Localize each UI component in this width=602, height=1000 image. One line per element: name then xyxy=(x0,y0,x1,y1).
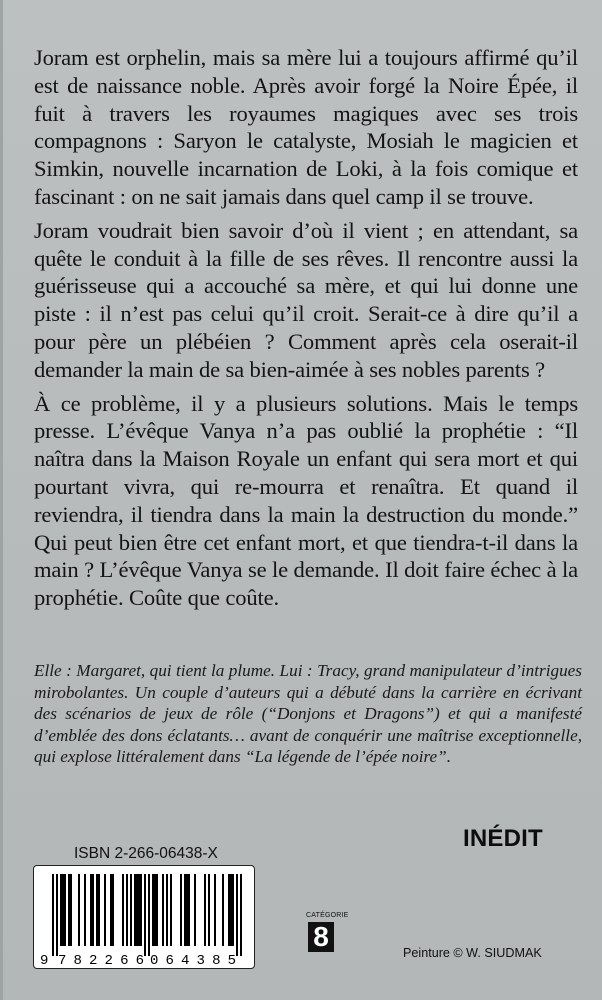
cover-credit: Peinture © W. SIUDMAK xyxy=(403,946,542,960)
barcode-bar xyxy=(110,874,112,946)
barcode-bar xyxy=(154,874,156,946)
barcode-bar xyxy=(222,874,224,946)
barcode-bar xyxy=(208,874,210,946)
barcode-bar xyxy=(170,874,172,946)
barcode-bar xyxy=(56,874,58,956)
barcode-digit-first: 9 xyxy=(40,953,49,969)
barcode-bar xyxy=(112,874,114,946)
barcode-bar xyxy=(188,874,190,946)
barcode-bar xyxy=(228,874,230,946)
barcode-bar xyxy=(126,874,128,946)
blurb-paragraph-3: À ce problème, il y a plusieurs solutions. Mais le temps presse. L’évêque Vanya n’a pas oublié la prophétie : “Il naîtra dans la Maison Royale un enfant qui sera mort et qui pourtant vivra, qui re-mourra et renaîtra. Et quand il reviendra, il tiendra dans la main la destruction du monde.” Qui peut bien être cet enfant mort, et que tiendra-t-il dans la main ? L’évêque Vanya se le demande. Il doit faire échec à la prophétie. Coûte que coûte. xyxy=(34,390,578,611)
barcode-bar xyxy=(140,874,142,946)
barcode-bar xyxy=(232,874,234,946)
barcode-bar xyxy=(184,874,186,946)
barcode-label xyxy=(33,865,255,969)
category-number: 8 xyxy=(308,922,334,952)
author-bio-text: Elle : Margaret, qui tient la plume. Lui : Tracy, grand manipulateur d’intrigues mirobolantes. Un couple d’auteurs qui a débuté dans la carrière en écrivant des scénarios de jeux de rôle (“Donjons et Dragons”) et qui a manifesté d’emblée des dons éclatants… avant de conquérir une maîtrise exceptionnelle, qui explose littéralement dans “La légende de l’épée noire”. xyxy=(34,661,582,767)
barcode-bar xyxy=(186,874,188,946)
barcode-bar xyxy=(152,874,154,946)
barcode-bar xyxy=(70,874,72,946)
barcode-bar xyxy=(230,874,232,946)
blurb-text xyxy=(34,44,578,618)
barcode-bar xyxy=(64,874,66,946)
barcode-bar xyxy=(92,874,94,946)
barcode-bar xyxy=(194,874,196,946)
barcode-bar xyxy=(60,874,62,946)
barcode-bar xyxy=(144,874,146,956)
barcode-bar xyxy=(236,874,238,956)
category-label: CATÉGORIE xyxy=(306,912,349,919)
blurb-paragraph-1: Joram est orphelin, mais sa mère lui a toujours affirmé qu’il est de naissance noble. Après avoir forgé la Noire Épée, il fuit à travers les royaumes magiques avec ses trois compagnons : Saryon le catalyste, Mosiah le magicien et Simkin, nouvelle incarnation de Loki, à la fois comique et fascinant : on ne sait jamais dans quel camp il se trouve. xyxy=(34,45,578,209)
barcode-bar xyxy=(84,874,86,946)
barcode-bar xyxy=(62,874,64,946)
barcode-bar xyxy=(96,874,98,946)
barcode-bar xyxy=(156,874,158,946)
barcode-bar xyxy=(122,874,124,946)
barcode-bar xyxy=(68,874,70,946)
barcode-bar xyxy=(162,874,164,946)
category-badge xyxy=(306,912,349,956)
barcode-digits-right: 064385 xyxy=(150,953,236,969)
barcode xyxy=(34,866,255,969)
inedit-badge: INÉDIT xyxy=(463,825,543,852)
barcode-bar xyxy=(138,874,140,946)
barcode-bar xyxy=(148,874,150,956)
barcode-bar xyxy=(166,874,168,946)
barcode-bar xyxy=(180,874,182,946)
blurb-paragraph-2: Joram voudrait bien savoir d’où il vient ; en attendant, sa quête le conduit à la fille de ses rêves. Il rencontre aussi la guérisseuse qui a accouché sa mère, et qui lui donne une piste : il n’est pas celui qu’il croit. Serait-ce à dire qu’il a pour père un plébéien ? Comment après cela oserait-il demander la main de sa bien-aimée à ses nobles parents ? xyxy=(34,217,578,382)
barcode-bar xyxy=(214,874,216,946)
barcode-digits-left: 782266 xyxy=(58,953,144,969)
cover-edge xyxy=(0,0,3,1000)
barcode-bar xyxy=(136,874,138,946)
barcode-bar xyxy=(98,874,100,946)
barcode-bar xyxy=(90,874,92,946)
barcode-bar xyxy=(130,874,132,946)
isbn-text: ISBN 2-266-06438-X xyxy=(74,845,218,862)
barcode-bar xyxy=(78,874,80,946)
author-bio xyxy=(34,660,582,768)
barcode-bar xyxy=(204,874,206,946)
barcode-bar xyxy=(52,874,54,956)
barcode-bar xyxy=(134,874,136,946)
barcode-bars xyxy=(52,874,242,956)
barcode-bar xyxy=(240,874,242,956)
barcode-bar xyxy=(104,874,106,946)
